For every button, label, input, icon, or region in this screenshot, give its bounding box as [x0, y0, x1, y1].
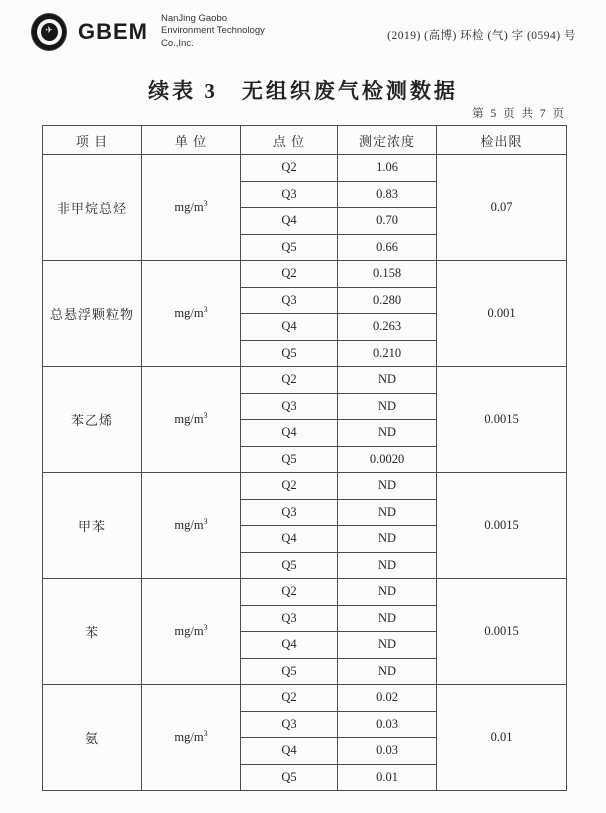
column-header-item: 项 目 — [43, 126, 142, 155]
unit-base: mg/m — [174, 518, 204, 533]
limit-cell: 0.0015 — [437, 579, 567, 685]
value-cell: 0.280 — [338, 287, 437, 314]
value-cell: 0.66 — [338, 234, 437, 261]
table-header-row — [43, 126, 567, 155]
letterhead — [32, 13, 576, 50]
bird-emblem-icon: ✈ — [45, 26, 53, 37]
column-header-detection-limit: 检出限 — [437, 126, 567, 155]
table-row — [43, 473, 567, 500]
unit-cell — [142, 155, 241, 261]
value-cell: 0.0020 — [338, 446, 437, 473]
point-cell: Q4 — [241, 632, 338, 659]
value-cell: 1.06 — [338, 155, 437, 182]
point-cell: Q2 — [241, 685, 338, 712]
page-indicator: 第 5 页 共 7 页 — [472, 108, 566, 120]
unit-superscript: 3 — [203, 623, 208, 633]
point-cell: Q5 — [241, 234, 338, 261]
table-row — [43, 155, 567, 182]
value-cell: 0.03 — [338, 711, 437, 738]
seal-core — [41, 23, 58, 41]
value-cell: ND — [338, 499, 437, 526]
page-title: 续表 3 无组织废气检测数据 — [148, 79, 458, 103]
unit-cell — [142, 473, 241, 579]
company-name-line3: Co.,Inc. — [161, 37, 194, 49]
column-header-point: 点 位 — [241, 126, 338, 155]
point-cell: Q3 — [241, 605, 338, 632]
table-row — [43, 685, 567, 712]
value-cell: 0.158 — [338, 261, 437, 288]
value-cell: ND — [338, 367, 437, 394]
unit-superscript: 3 — [203, 305, 208, 315]
point-cell: Q4 — [241, 314, 338, 341]
point-cell: Q4 — [241, 208, 338, 235]
value-cell: 0.210 — [338, 340, 437, 367]
value-cell: ND — [338, 552, 437, 579]
table-row — [43, 261, 567, 288]
point-cell: Q4 — [241, 420, 338, 447]
unit-cell — [142, 367, 241, 473]
detection-data-table — [42, 125, 567, 791]
unit-base: mg/m — [174, 412, 204, 427]
column-header-concentration: 测定浓度 — [338, 126, 437, 155]
unit-base: mg/m — [174, 306, 204, 321]
value-cell: ND — [338, 526, 437, 553]
column-header-unit: 单 位 — [142, 126, 241, 155]
table-row — [43, 367, 567, 394]
value-cell: ND — [338, 393, 437, 420]
value-cell: ND — [338, 632, 437, 659]
value-cell: ND — [338, 605, 437, 632]
unit-cell — [142, 579, 241, 685]
seal-inner-ring — [37, 19, 62, 45]
unit-superscript: 3 — [203, 199, 208, 209]
point-cell: Q5 — [241, 764, 338, 791]
unit-base: mg/m — [174, 200, 204, 215]
value-cell: ND — [338, 473, 437, 500]
point-cell: Q4 — [241, 526, 338, 553]
value-cell: ND — [338, 420, 437, 447]
table-row — [43, 579, 567, 606]
point-cell: Q2 — [241, 579, 338, 606]
point-cell: Q3 — [241, 181, 338, 208]
company-name-line2: Environment Technology — [161, 25, 265, 37]
item-cell: 苯 — [43, 579, 142, 685]
unit-superscript: 3 — [203, 411, 208, 421]
unit-cell — [142, 685, 241, 791]
point-cell: Q3 — [241, 393, 338, 420]
value-cell: 0.70 — [338, 208, 437, 235]
point-cell: Q3 — [241, 499, 338, 526]
unit-cell — [142, 261, 241, 367]
value-cell: 0.263 — [338, 314, 437, 341]
point-cell: Q3 — [241, 711, 338, 738]
limit-cell: 0.0015 — [437, 367, 567, 473]
item-cell: 甲苯 — [43, 473, 142, 579]
point-cell: Q2 — [241, 367, 338, 394]
report-number: (2019) (高博) 环检 (气) 字 (0594) 号 — [387, 29, 576, 42]
unit-superscript: 3 — [203, 729, 208, 739]
limit-cell: 0.0015 — [437, 473, 567, 579]
company-seal-icon — [32, 14, 66, 50]
limit-cell: 0.01 — [437, 685, 567, 791]
unit-base: mg/m — [174, 730, 204, 745]
point-cell: Q2 — [241, 473, 338, 500]
value-cell: ND — [338, 658, 437, 685]
point-cell: Q5 — [241, 340, 338, 367]
item-cell: 氨 — [43, 685, 142, 791]
point-cell: Q2 — [241, 261, 338, 288]
point-cell: Q4 — [241, 738, 338, 765]
limit-cell: 0.07 — [437, 155, 567, 261]
point-cell: Q5 — [241, 552, 338, 579]
data-table-container — [42, 125, 567, 791]
value-cell: 0.03 — [338, 738, 437, 765]
value-cell: ND — [338, 579, 437, 606]
point-cell: Q5 — [241, 658, 338, 685]
unit-superscript: 3 — [203, 517, 208, 527]
company-name-line1: NanJing Gaobo — [161, 13, 228, 24]
point-cell: Q5 — [241, 446, 338, 473]
limit-cell: 0.001 — [437, 261, 567, 367]
point-cell: Q3 — [241, 287, 338, 314]
value-cell: 0.02 — [338, 685, 437, 712]
value-cell: 0.01 — [338, 764, 437, 791]
brand-wordmark: GBEM — [78, 18, 148, 44]
item-cell: 总悬浮颗粒物 — [43, 261, 142, 367]
point-cell: Q2 — [241, 155, 338, 182]
value-cell: 0.83 — [338, 181, 437, 208]
item-cell: 非甲烷总烃 — [43, 155, 142, 261]
item-cell: 苯乙烯 — [43, 367, 142, 473]
company-name — [161, 13, 265, 50]
unit-base: mg/m — [174, 624, 204, 639]
